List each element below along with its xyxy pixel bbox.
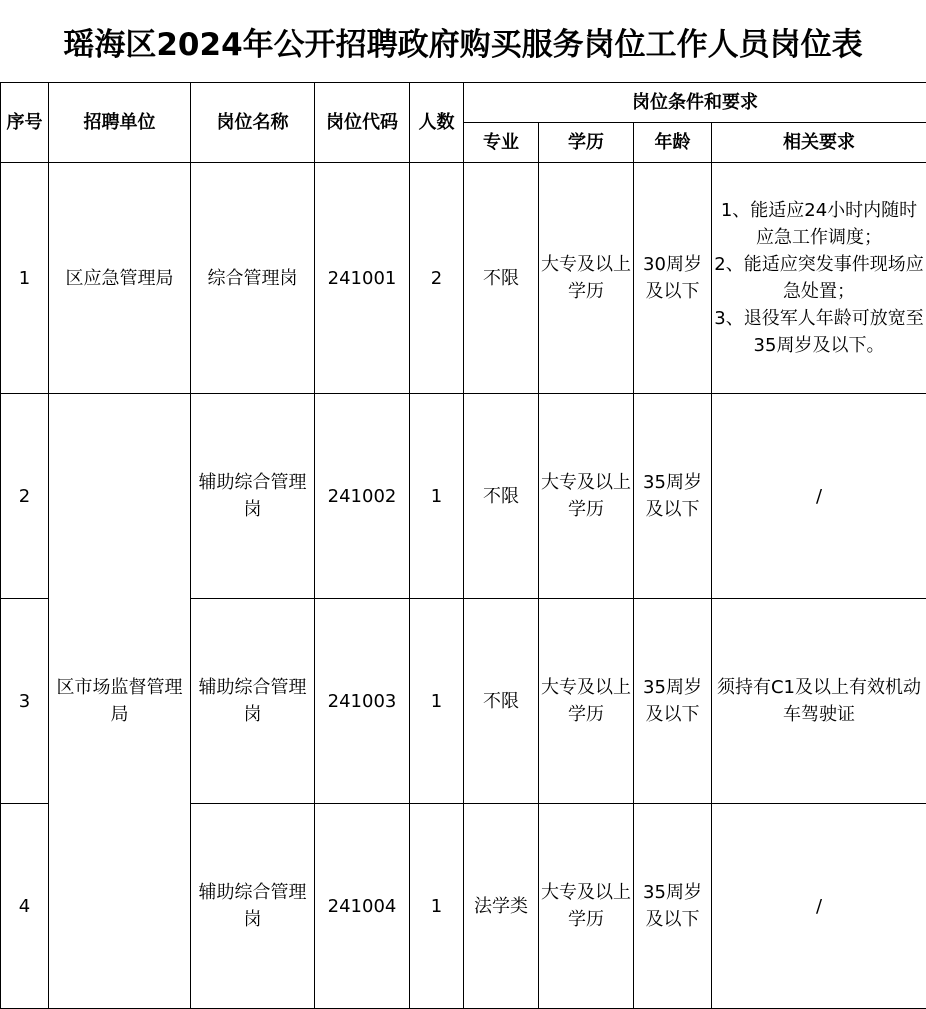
header-position-code: 岗位代码: [315, 83, 410, 163]
row-seq: 2: [1, 394, 49, 599]
row-position-code: 241002: [315, 394, 410, 599]
header-major: 专业: [464, 123, 539, 163]
row-requirements: /: [712, 394, 926, 599]
row-education: 大专及以上学历: [539, 163, 634, 394]
row-position-code: 241003: [315, 599, 410, 804]
header-seq: 序号: [1, 83, 49, 163]
positions-table: [0, 82, 926, 1009]
row-count: 1: [410, 804, 464, 1009]
page-title: 瑶海区2024年公开招聘政府购买服务岗位工作人员岗位表: [0, 0, 926, 82]
header-conditions: 岗位条件和要求: [464, 83, 926, 123]
row-education: 大专及以上学历: [539, 599, 634, 804]
header-row-1: [1, 83, 926, 123]
row-position-name: 辅助综合管理岗: [191, 804, 315, 1009]
row-count: 1: [410, 394, 464, 599]
row-age: 30周岁及以下: [634, 163, 712, 394]
requirement-line: 3、退役军人年龄可放宽至35周岁及以下。: [714, 305, 924, 359]
row-position-name: 辅助综合管理岗: [191, 394, 315, 599]
row-seq: 1: [1, 163, 49, 394]
row-unit: 区应急管理局: [49, 163, 191, 394]
row-major: 不限: [464, 599, 539, 804]
row-position-code: 241001: [315, 163, 410, 394]
row-age: 35周岁及以下: [634, 804, 712, 1009]
header-education: 学历: [539, 123, 634, 163]
requirement-line: 1、能适应24小时内随时应急工作调度；: [714, 197, 924, 251]
row-age: 35周岁及以下: [634, 599, 712, 804]
row-age: 35周岁及以下: [634, 394, 712, 599]
table-row: [1, 163, 926, 394]
row-seq: 4: [1, 804, 49, 1009]
row-education: 大专及以上学历: [539, 394, 634, 599]
row-position-name: 辅助综合管理岗: [191, 599, 315, 804]
row-requirements: /: [712, 804, 926, 1009]
header-count: 人数: [410, 83, 464, 163]
row-major: 不限: [464, 163, 539, 394]
row-count: 1: [410, 599, 464, 804]
header-position-name: 岗位名称: [191, 83, 315, 163]
row-requirements: [712, 163, 926, 394]
requirement-line: 2、能适应突发事件现场应急处置；: [714, 251, 924, 305]
row-unit: 区市场监督管理局: [49, 394, 191, 1009]
row-position-code: 241004: [315, 804, 410, 1009]
header-age: 年龄: [634, 123, 712, 163]
header-unit: 招聘单位: [49, 83, 191, 163]
row-requirements: 须持有C1及以上有效机动车驾驶证: [712, 599, 926, 804]
row-education: 大专及以上学历: [539, 804, 634, 1009]
row-position-name: 综合管理岗: [191, 163, 315, 394]
header-requirements: 相关要求: [712, 123, 926, 163]
row-major: 法学类: [464, 804, 539, 1009]
row-count: 2: [410, 163, 464, 394]
row-major: 不限: [464, 394, 539, 599]
row-seq: 3: [1, 599, 49, 804]
table-row: [1, 394, 926, 599]
